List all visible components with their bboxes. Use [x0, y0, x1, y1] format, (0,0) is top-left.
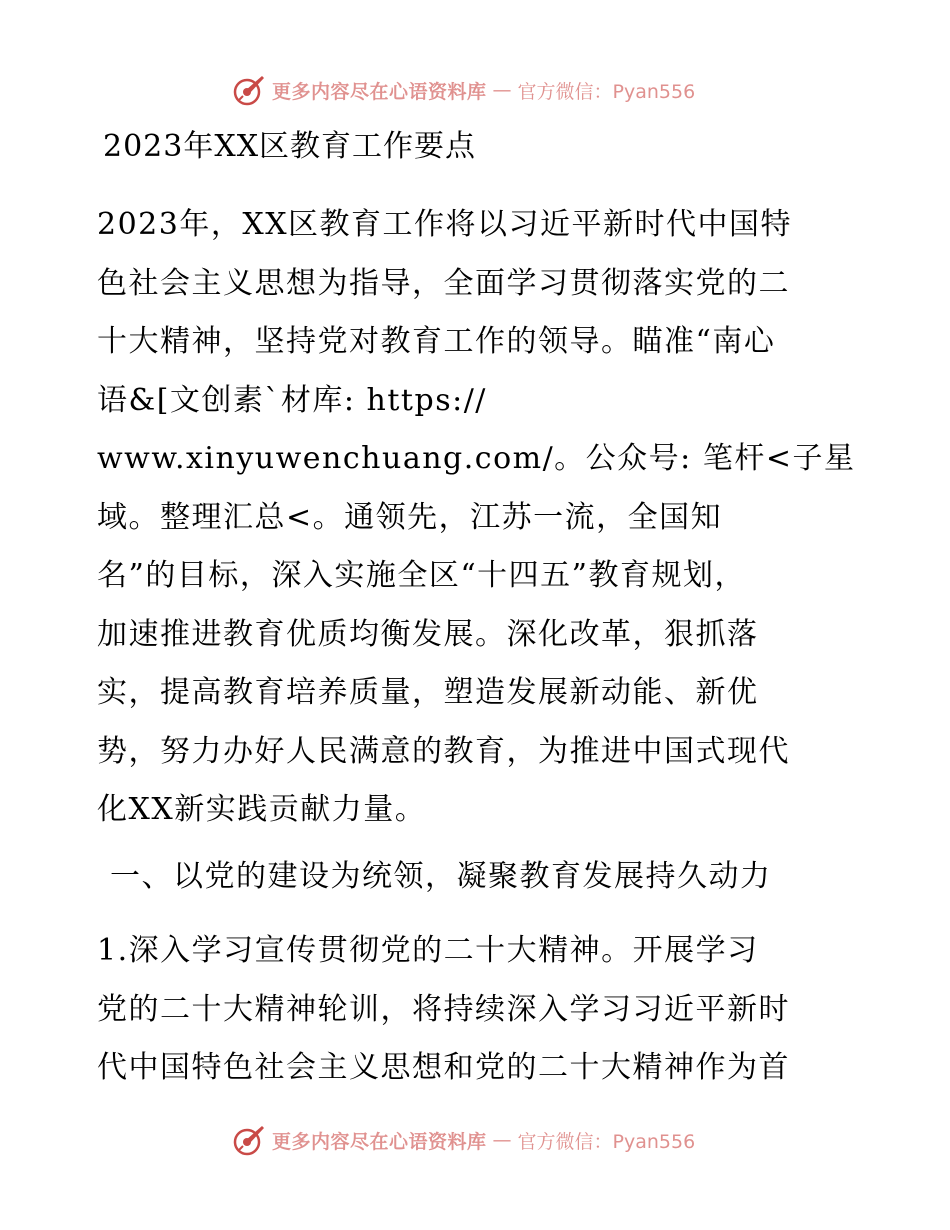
document-title: 2023年XX区教育工作要点 [103, 129, 477, 164]
intro-line: 十大精神，坚持党对教育工作的领导。瞄准“南心 [97, 324, 776, 359]
item-1-line: 1.深入学习宣传贯彻党的二十大精神。开展学习 [97, 933, 759, 968]
section-heading: 一、以党的建设为统领，凝聚教育发展持久动力 [110, 859, 772, 894]
quill-circle-logo-icon [232, 73, 266, 107]
intro-line: 化XX新实践贡献力量。 [97, 792, 427, 827]
banner-separator: — [492, 1129, 512, 1151]
banner-main-text: 更多内容尽在心语资料库 [272, 80, 487, 103]
intro-line: 色社会主义思想为指导，全面学习贯彻落实党的二 [97, 265, 790, 301]
intro-line: 名”的目标，深入实施全区“十四五”教育规划， [97, 558, 747, 593]
quill-circle-logo-icon [232, 1123, 266, 1157]
intro-line: 加速推进教育优质均衡发展。深化改革，狠抓落 [97, 616, 759, 652]
footer-banner [232, 1120, 732, 1160]
intro-line: 语&[文创素`材库: https:// [97, 382, 487, 418]
banner-contact: 官方微信：Pyan556 [517, 80, 696, 103]
banner-main-text: 更多内容尽在心语资料库 [272, 1130, 487, 1153]
intro-line: 实，提高教育培养质量，塑造发展新动能、新优 [97, 675, 759, 710]
item-1-line: 党的二十大精神轮训，将持续深入学习习近平新时 [97, 991, 790, 1027]
intro-line: www.xinyuwenchuang.com/。公众号: 笔杆<子星 [97, 441, 856, 476]
item-1-line: 代中国特色社会主义思想和党的二十大精神作为首 [97, 1050, 790, 1085]
banner-separator: — [492, 79, 512, 101]
header-banner [232, 70, 732, 110]
intro-line: 势，努力办好人民满意的教育，为推进中国式现代 [97, 733, 790, 769]
intro-paragraph [97, 196, 857, 840]
intro-line: 2023年，XX区教育工作将以习近平新时代中国特 [97, 207, 793, 242]
item-1-paragraph [97, 922, 857, 1098]
banner-contact: 官方微信：Pyan556 [517, 1130, 696, 1153]
intro-line: 域。整理汇总<。通领先，江苏一流，全国知 [97, 499, 723, 535]
